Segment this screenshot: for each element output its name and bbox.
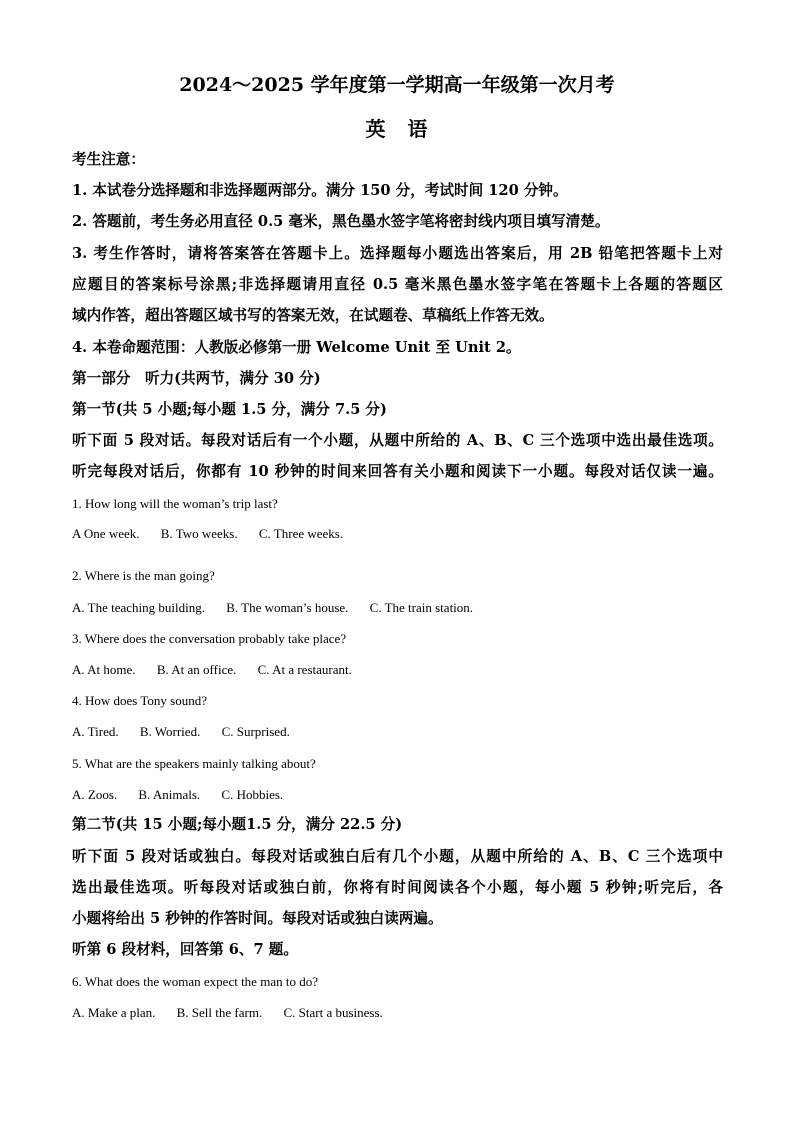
question-6-options <box>72 1004 383 1022</box>
question-5: 5. What are the speakers mainly talking about? <box>72 756 316 771</box>
notice-heading: 考生注意： <box>72 151 145 168</box>
question-1: 1. How long will the woman’s trip last? <box>72 496 278 511</box>
option-b: B. Worried. <box>139 724 201 739</box>
notice-item-3-line-3: 域内作答，超出答题区域书写的答案无效，在试题卷、草稿纸上作答无效。 <box>72 307 554 324</box>
subject-title: 英 语 <box>365 117 429 141</box>
question-6: 6. What does the woman expect the man to do? <box>72 974 318 989</box>
question-2-options <box>72 599 473 617</box>
option-a: A. The teaching building. <box>72 600 205 615</box>
option-a: A. Make a plan. <box>72 1005 156 1020</box>
option-a: A. Zoos. <box>72 787 118 802</box>
section2-instruction-line-2: 选出最佳选项。听每段对话或独白前，你将有时间阅读各个小题，每小题 5 秒钟;听完后，各 <box>72 879 723 896</box>
option-a: A One week. <box>72 526 140 541</box>
section1-instruction-line-2: 听完每段对话后，你都有 10 秒钟的时间来回答有关小题和阅读下一小题。每段对话仅读一遍。 <box>72 463 723 480</box>
section1-instruction-line-1: 听下面 5 段对话。每段对话后有一个小题，从题中所给的 A、B、C 三个选项中选出最佳选项。 <box>72 432 723 449</box>
option-a: A. Tired. <box>72 724 119 739</box>
option-c: C. Three weeks. <box>258 526 344 541</box>
notice-item-3-line-2: 应题目的答案标号涂黑;非选择题请用直径 0.5 毫米黑色墨水签字笔在答题卡上各题的答题区 <box>72 276 723 293</box>
question-3: 3. Where does the conversation probably take place? <box>72 631 347 646</box>
option-c: C. Hobbies. <box>221 787 284 802</box>
notice-item-1: 1. 本试卷分选择题和非选择题两部分。满分 150 分，考试时间 120 分钟。 <box>72 182 568 199</box>
option-b: B. The woman’s house. <box>226 600 349 615</box>
option-b: B. At an office. <box>156 662 237 677</box>
option-a: A. At home. <box>72 662 136 677</box>
option-c: C. Start a business. <box>283 1005 383 1020</box>
question-1-options <box>72 525 343 543</box>
section2-instruction-line-1: 听下面 5 段对话或独白。每段对话或独白后有几个小题，从题中所给的 A、B、C 三个选项中 <box>72 848 723 865</box>
material-6-heading: 听第 6 段材料，回答第 6、7 题。 <box>72 941 298 958</box>
question-3-options <box>72 661 352 679</box>
section1-heading: 第一节(共 5 小题;每小题 1.5 分，满分 7.5 分) <box>72 401 387 418</box>
question-4-options <box>72 723 290 741</box>
section2-heading: 第二节(共 15 小题;每小题1.5 分，满分 22.5 分) <box>72 816 403 833</box>
notice-item-3-line-1: 3. 考生作答时，请将答案答在答题卡上。选择题每小题选出答案后，用 2B 铅笔把答题卡上对 <box>72 245 723 262</box>
option-b: B. Two weeks. <box>160 526 238 541</box>
question-4: 4. How does Tony sound? <box>72 693 207 708</box>
option-c: C. At a restaurant. <box>257 662 352 677</box>
question-5-options <box>72 786 283 804</box>
option-c: C. The train station. <box>369 600 474 615</box>
part1-heading: 第一部分 听力(共两节，满分 30 分) <box>72 370 321 387</box>
exam-title: 2024～2025 学年度第一学期高一年级第一次月考 <box>179 74 615 96</box>
option-b: B. Sell the farm. <box>176 1005 263 1020</box>
question-2: 2. Where is the man going? <box>72 568 215 583</box>
notice-item-2: 2. 答题前，考生务必用直径 0.5 毫米，黑色墨水签字笔将密封线内项目填写清楚。 <box>72 213 610 230</box>
option-b: B. Animals. <box>138 787 201 802</box>
section2-instruction-line-3: 小题将给出 5 秒钟的作答时间。每段对话或独白读两遍。 <box>72 910 443 927</box>
option-c: C. Surprised. <box>221 724 290 739</box>
notice-item-4: 4. 本卷命题范围：人教版必修第一册 Welcome Unit 至 Unit 2。 <box>72 339 521 356</box>
